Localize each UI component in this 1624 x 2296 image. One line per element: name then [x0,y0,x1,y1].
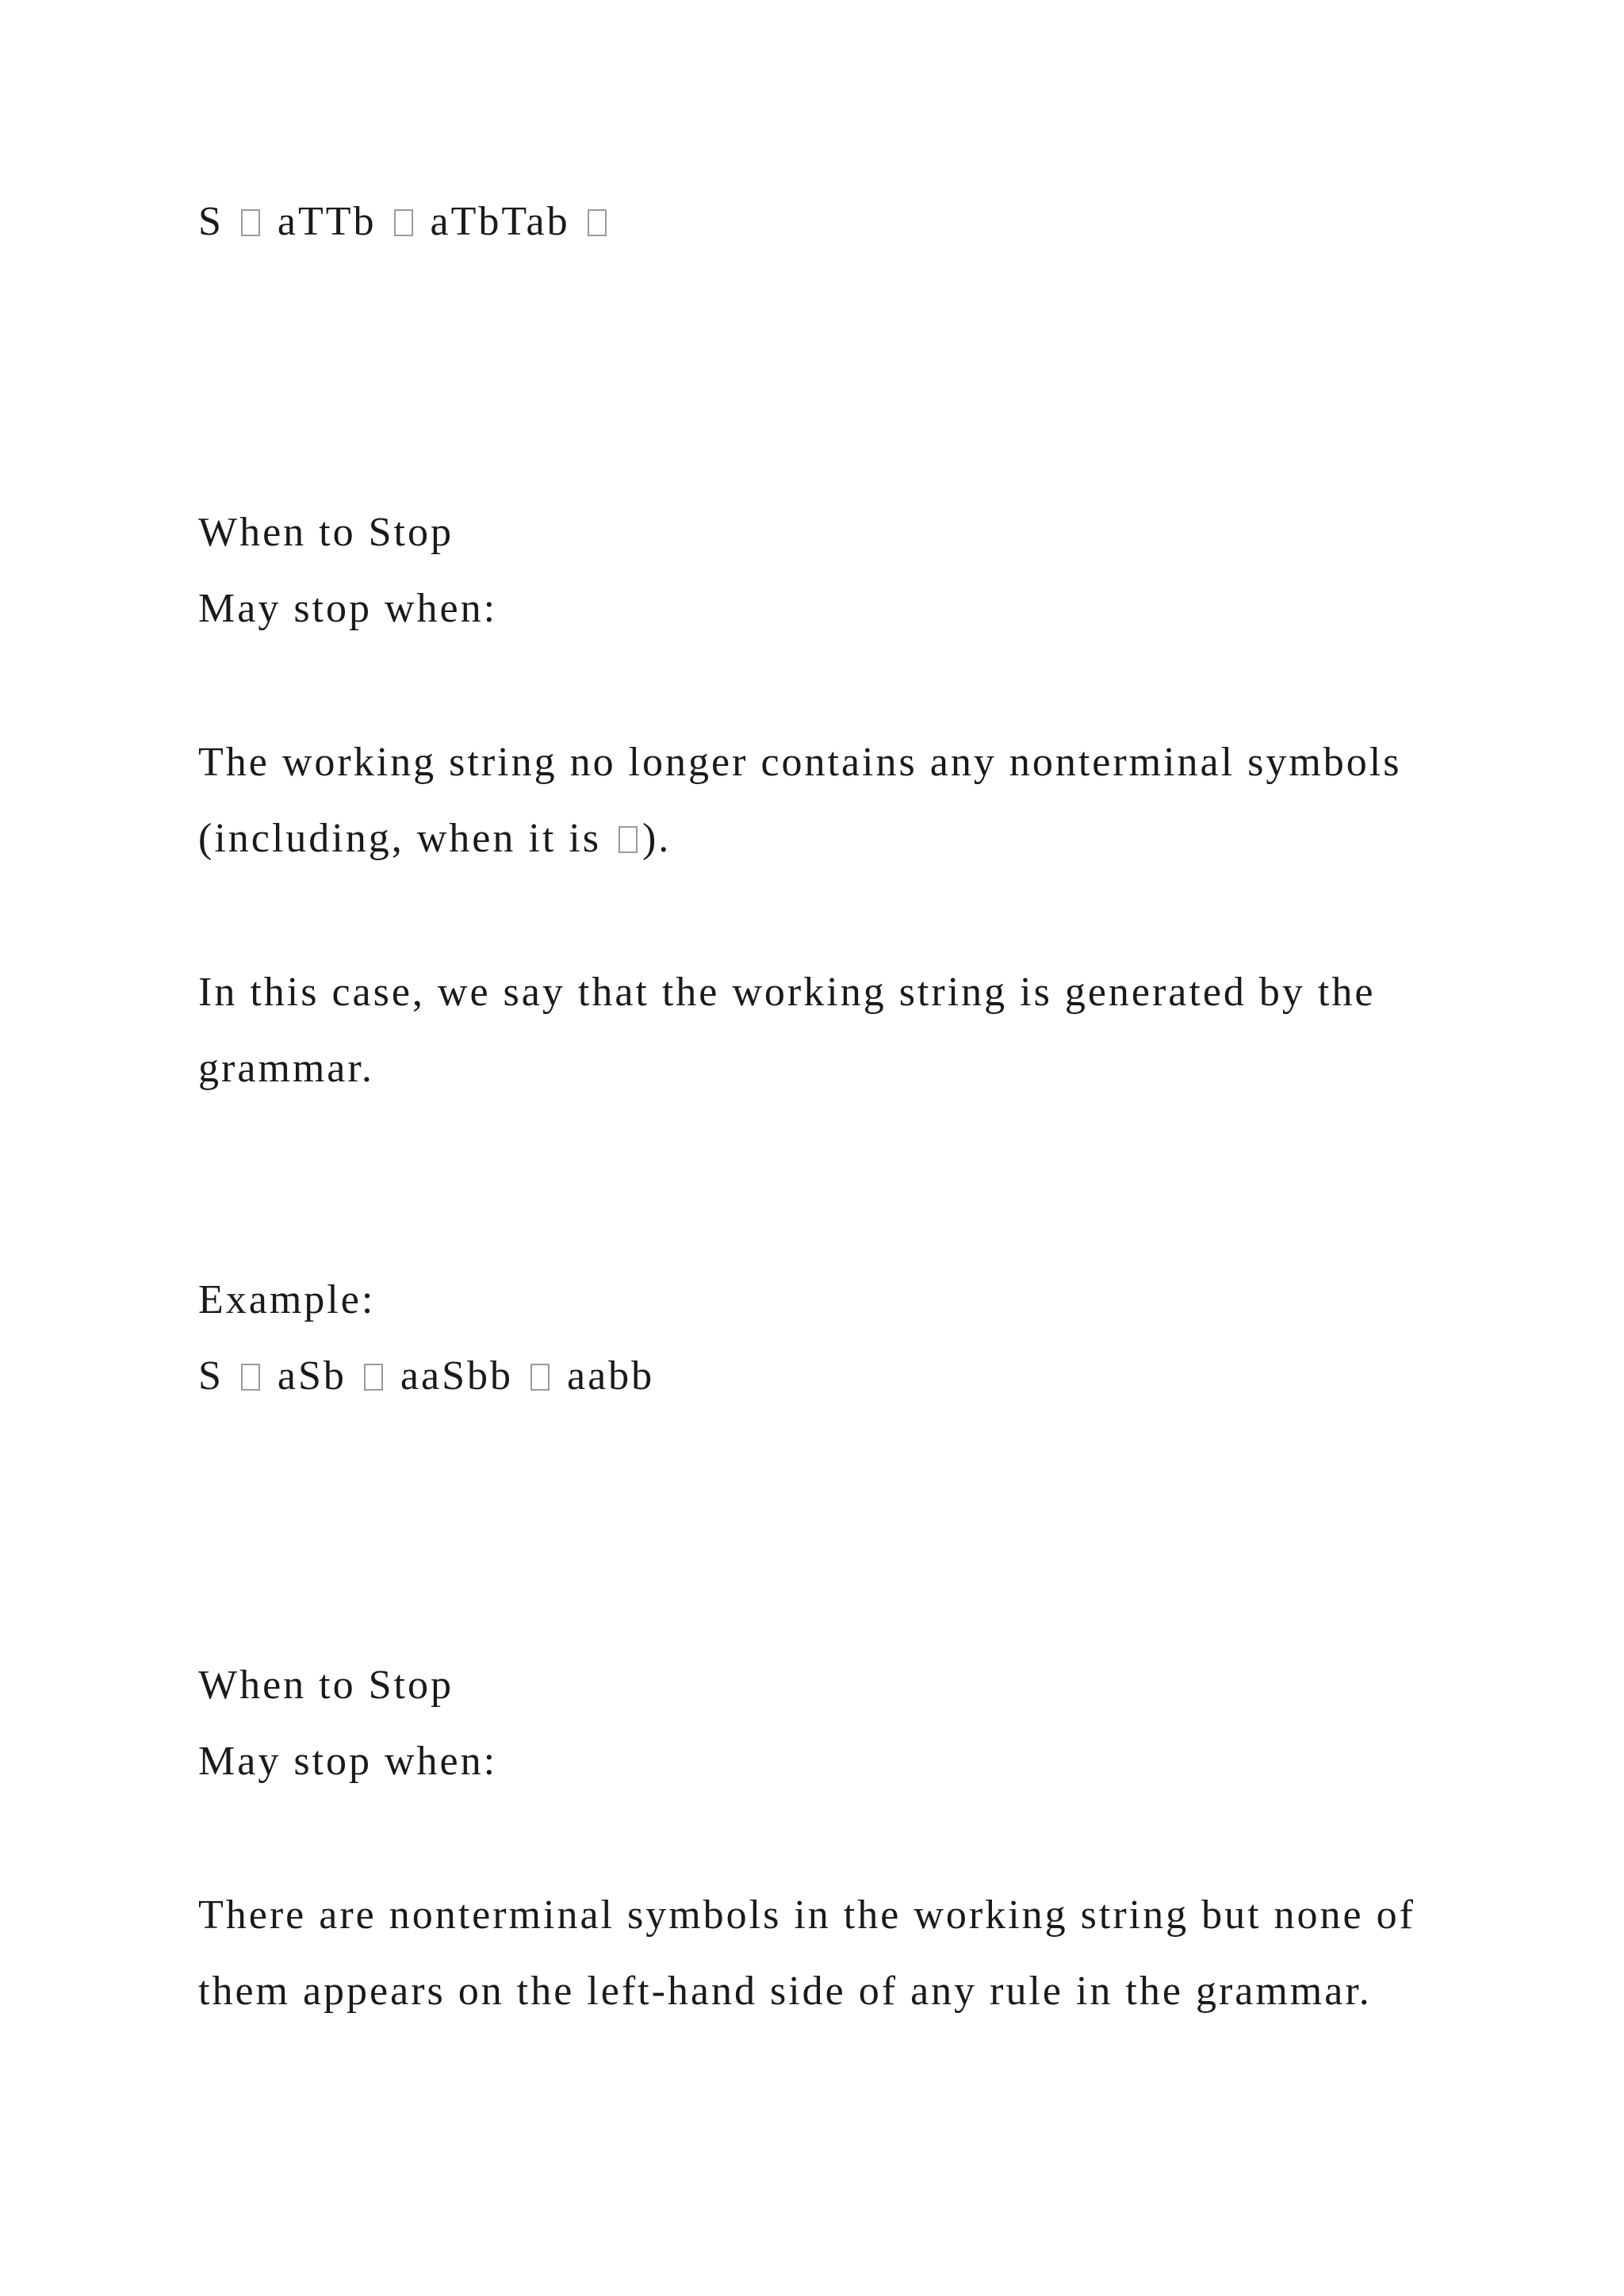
paragraph-line: them appears on the left-hand side of any rule in the grammar. [198,1969,1372,2014]
section-subheading: May stop when: [198,1739,498,1784]
derivation-part: aTbTab [417,199,583,244]
section-heading: When to Stop [198,1663,454,1708]
derivation-part: aaSbb [387,1353,527,1399]
paragraph-line [198,815,671,863]
example-label: Example: [198,1277,376,1322]
derivation-part: aTTb [264,199,389,244]
missing-glyph-icon [530,1364,550,1391]
missing-glyph-icon [241,209,260,236]
derivation-part: aSb [264,1353,359,1399]
derivation-part: S [198,1353,236,1399]
missing-glyph-icon [619,826,638,853]
section-subheading: May stop when: [198,586,498,631]
derivation-part: S [198,199,236,244]
paragraph-line: The working string no longer contains any nonterminal symbols [198,740,1402,785]
derivation-part: aabb [554,1353,655,1399]
missing-glyph-icon [241,1364,260,1391]
paragraph-text: ). [642,816,672,861]
section-heading: When to Stop [198,510,454,555]
missing-glyph-icon [364,1364,383,1391]
derivation-line-1 [198,198,611,246]
derivation-line-2 [198,1353,654,1400]
paragraph-line: In this case, we say that the working string is generated by the [198,970,1376,1015]
paragraph-text: (including, when it is [198,816,614,861]
paragraph-line: grammar. [198,1046,374,1091]
missing-glyph-icon [394,209,413,236]
paragraph-line: There are nonterminal symbols in the working string but none of [198,1892,1415,1938]
missing-glyph-icon [588,209,607,236]
